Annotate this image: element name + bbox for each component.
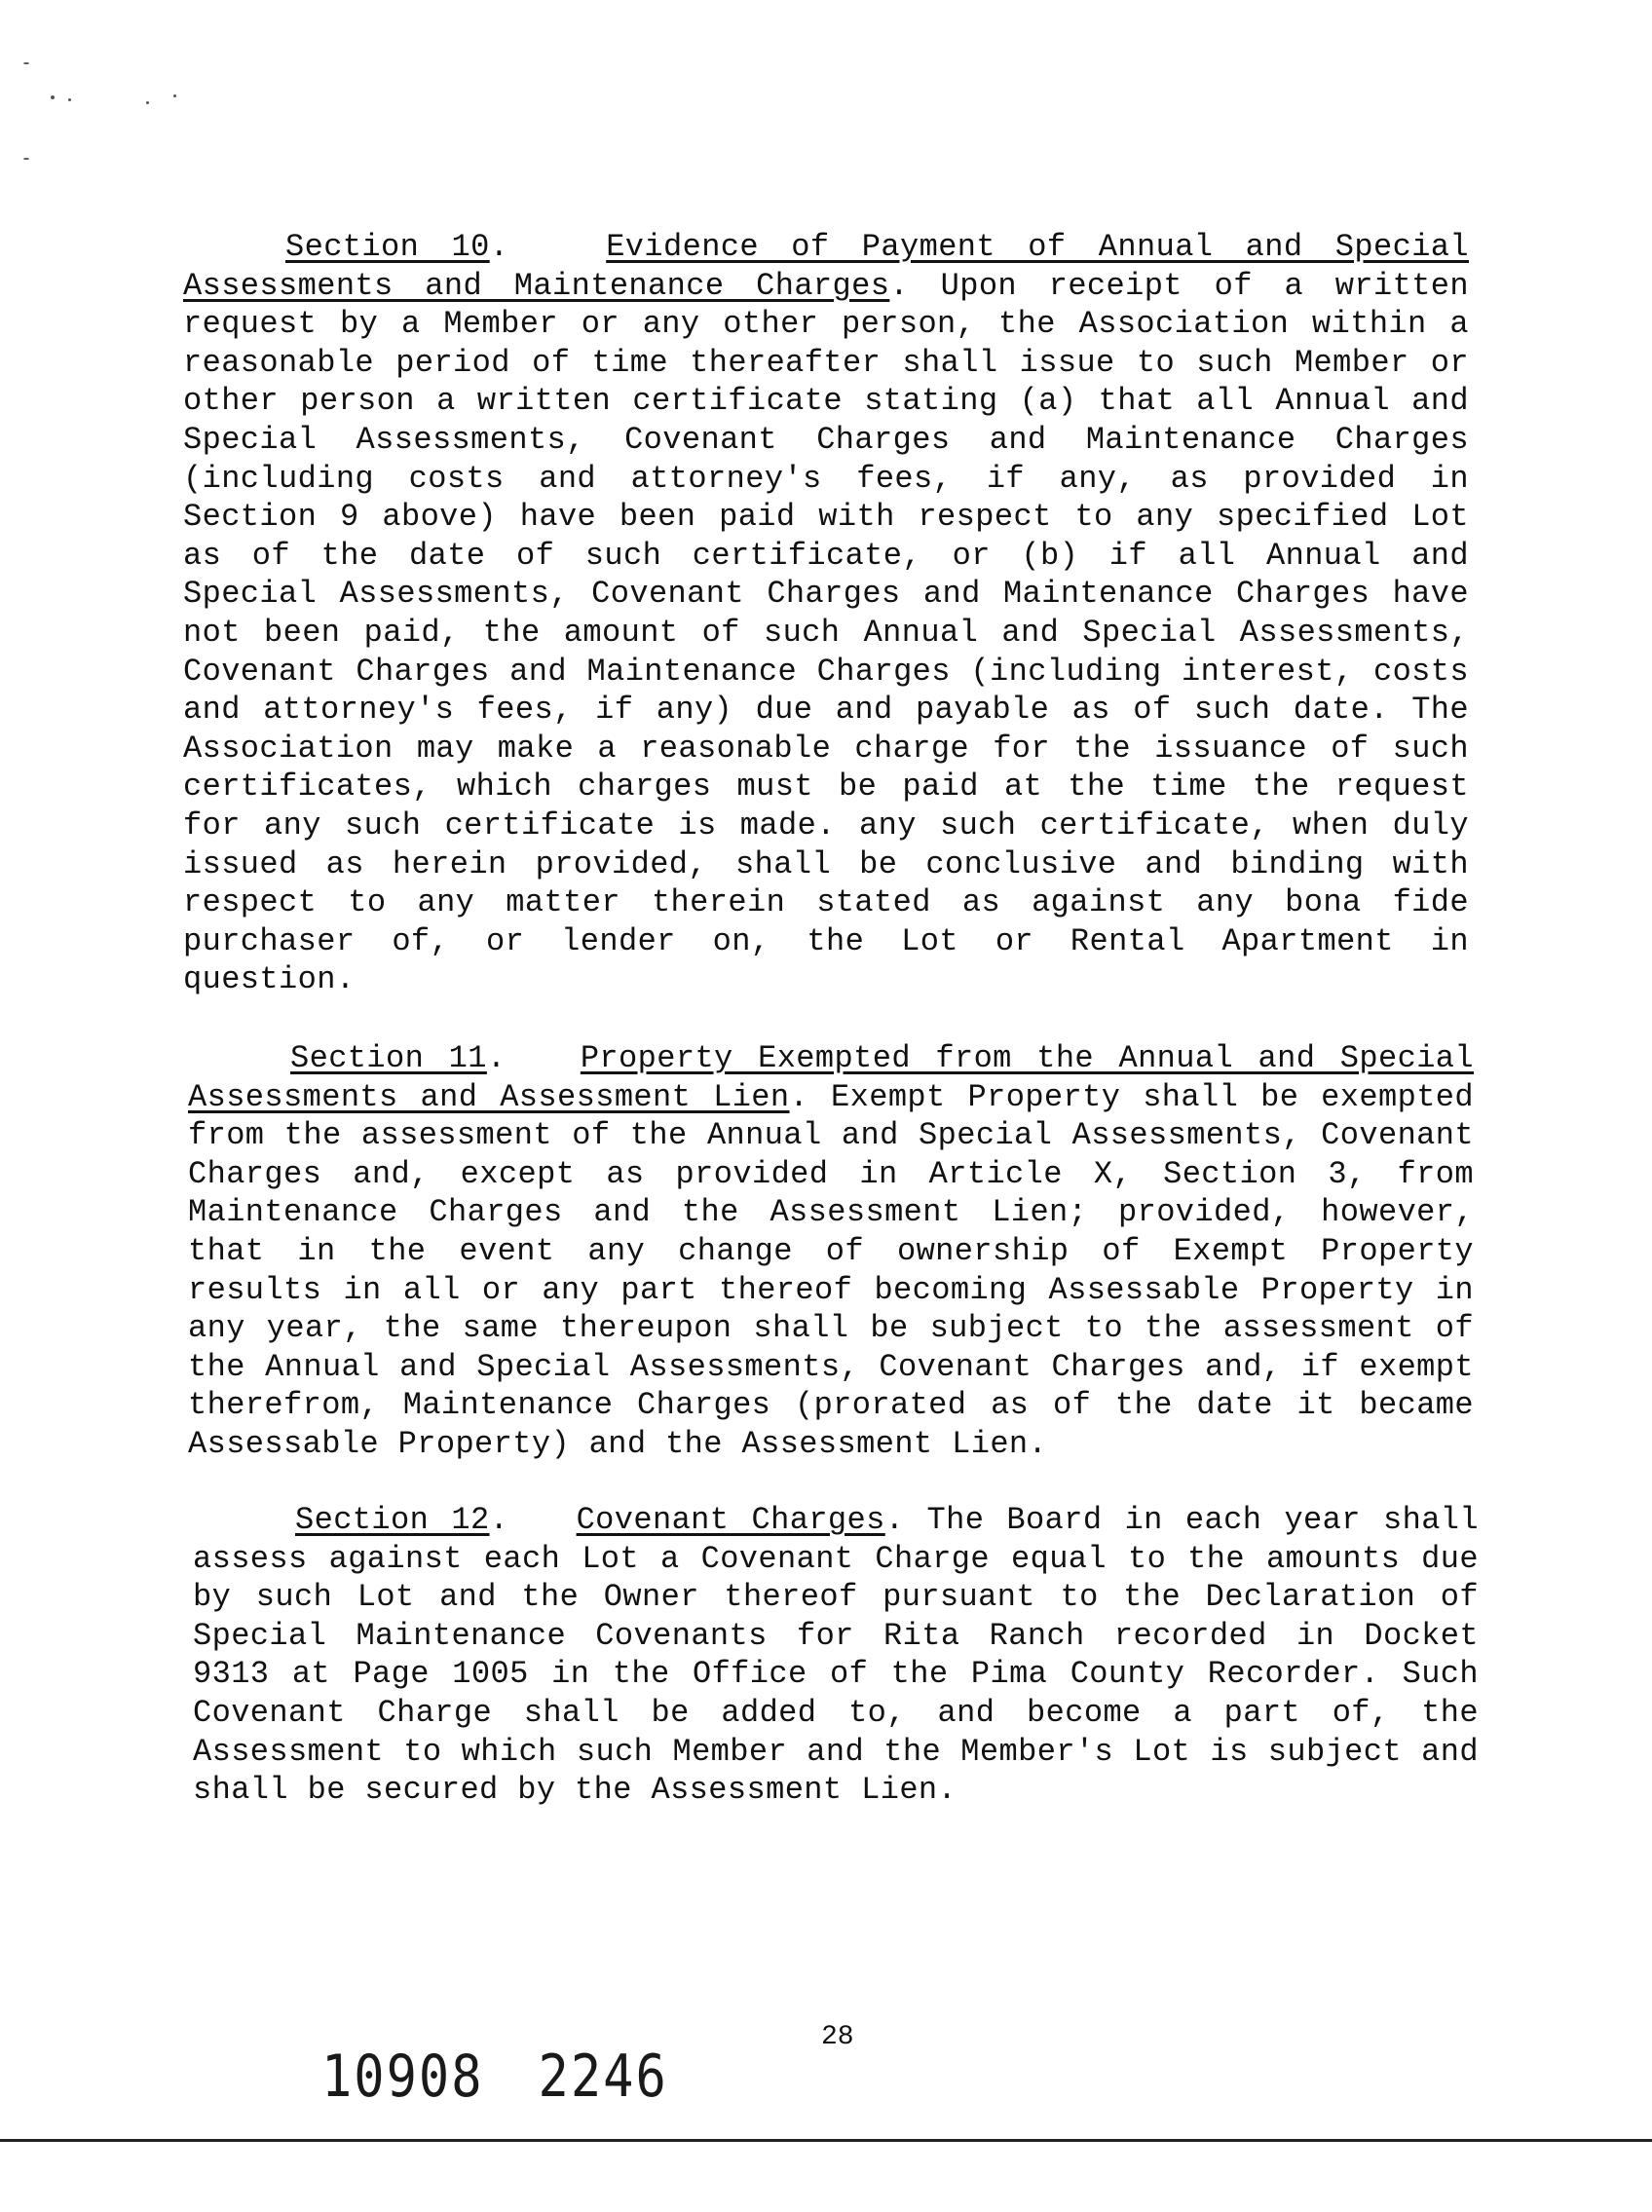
docket-page-number: 2246 [538,2043,668,2111]
page-number: 28 [821,2022,854,2052]
scan-speck [146,101,149,104]
section-10-heading: Evidence of Payment of Annual and Special Assessments and Maintenance Charges [183,229,1470,304]
section-10-paragraph [183,228,1469,999]
section-12 [193,1501,1479,1810]
section-12-label: Section 12 [295,1502,490,1538]
section-11-label: Section 11 [290,1040,487,1076]
recording-stamp [321,2043,668,2111]
section-11 [188,1039,1474,1464]
section-10-label: Section 10 [285,229,490,265]
scan-speck [23,62,29,64]
section-12-heading: Covenant Charges [576,1502,885,1538]
scan-speck [173,94,176,97]
scan-speck [23,158,29,160]
section-11-label-period: . [486,1040,507,1076]
section-10 [183,228,1469,999]
section-10-body: . Upon receipt of a written request by a Member or any other person, the Association within a reasonable period of time thereafter shall issue to such Member or other person a written certificate stating (a) that all Annual and Special Assessments, Covenant Charges and Maintenance Charges (including costs and attorney's fees, if any, as provided in Section 9 above) have been paid with respect to any specified Lot as of the date of such certificate, or (b) if all Annual and Special Assessments, Covenant Charges and Maintenance Charges have not been paid, the amount of such Annual and Special Assessments, Covenant Charges and Maintenance Charges (including interest, costs and attorney's fees, if any) due and payable as of such date. The Association may make a reasonable charge for the issuance of such certificates, which charges must be paid at the time the request for any such certificate is made. any such certificate, when duly issued as herein provided, shall be conclusive and binding with respect to any matter therein stated as against any bona fide purchaser of, or lender on, the Lot or Rental Apartment in question. [183,267,1469,998]
scan-speck [51,95,55,99]
section-10-label-period: . [489,229,509,265]
scan-speck [68,98,71,101]
section-12-body: . The Board in each year shall assess against each Lot a Covenant Charge equal to the amounts due by such Lot and the Owner thereof pursuant to the Declaration of Special Maintenance Covenants for Rita Ranch recorded in Docket 9313 at Page 1005 in the Office of the Pima County Recorder. Such Covenant Charge shall be added to, and become a part of, the Assessment to which such Member and the Member's Lot is subject and shall be secured by the Assessment Lien. [193,1502,1480,1809]
section-12-paragraph [193,1501,1479,1810]
section-12-label-period: . [489,1502,509,1538]
section-11-body: . Exempt Property shall be exempted from the assessment of the Annual and Special Assessments, Covenant Charges and, except as provided in Article X, Section 3, from Maintenance Charges and the Assessment Lien; provided, however, that in the event any change of ownership of Exempt Property results in all or any part thereof becoming Assessable Property in any year, the same thereupon shall be subject to the assessment of the Annual and Special Assessments, Covenant Charges and, if exempt therefrom, Maintenance Charges (prorated as of the date it became Assessable Property) and the Assessment Lien. [188,1078,1475,1462]
docket-number: 10908 [321,2043,484,2111]
bottom-rule [0,2139,1652,2142]
section-11-paragraph [188,1039,1474,1464]
section-11-heading: Property Exempted from the Annual and Special Assessments and Assessment Lien [188,1040,1475,1115]
